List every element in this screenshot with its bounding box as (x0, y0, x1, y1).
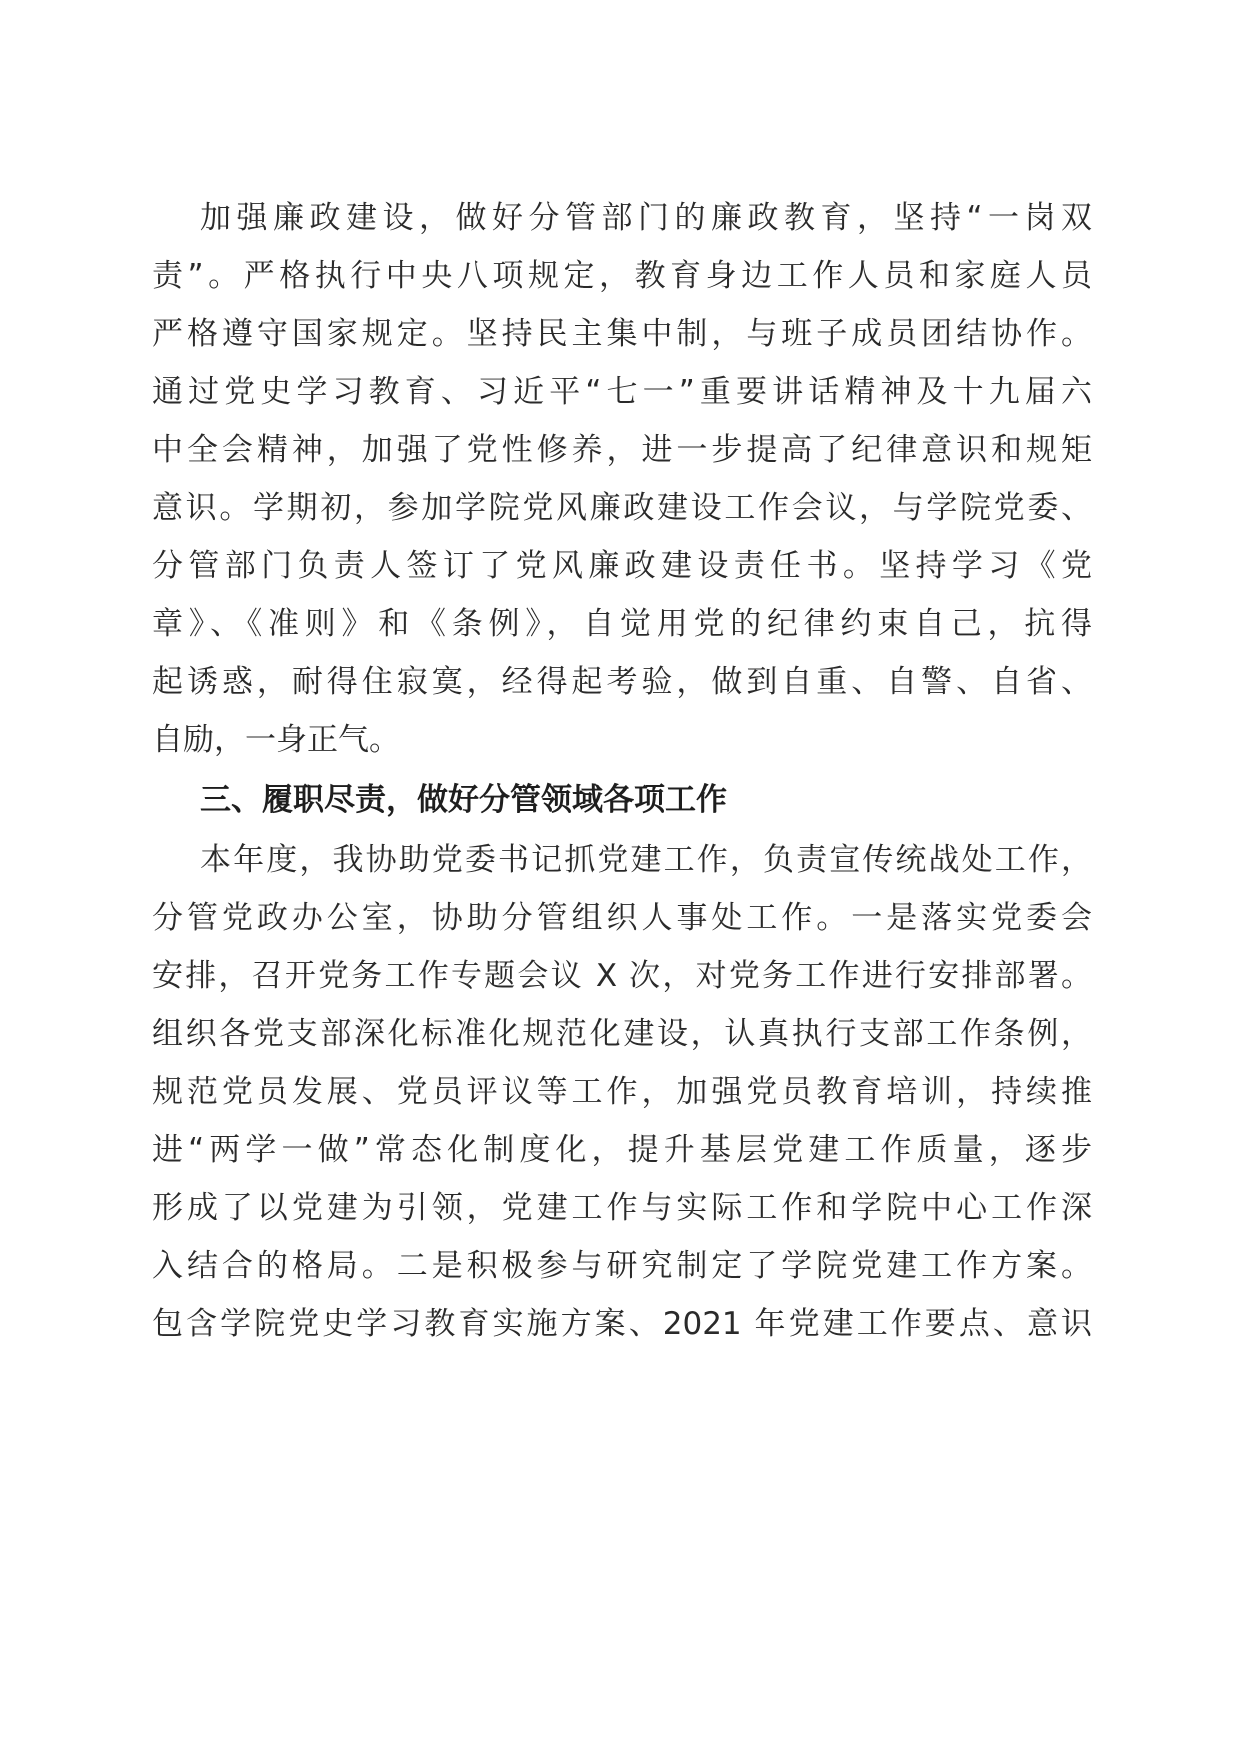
paragraph-2-line-1: 本年度，我协助党委书记抓党建工作，负责宣传统战处工作， (200, 842, 1092, 878)
paragraph-2-line-5: 规范党员发展、党员评议等工作，加强党员教育培训，持续推 (152, 1074, 1092, 1110)
paragraph-1-line-6: 意识。学期初，参加学院党风廉政建设工作会议，与学院党委、 (152, 490, 1092, 526)
section-heading: 三、履职尽责，做好分管领域各项工作 (200, 782, 727, 818)
paragraph-2-line-7: 形成了以党建为引领，党建工作与实际工作和学院中心工作深 (152, 1190, 1092, 1226)
paragraph-1-line-10: 自励，一身正气。 (152, 722, 400, 758)
paragraph-1-line-2: 责”。严格执行中央八项规定，教育身边工作人员和家庭人员 (152, 258, 1092, 294)
paragraph-1-line-8: 章》、《准则》和《条例》，自觉用党的纪律约束自己，抗得 (152, 606, 1092, 642)
paragraph-1-line-7: 分管部门负责人签订了党风廉政建设责任书。坚持学习《党 (152, 548, 1092, 584)
paragraph-1-line-1: 加强廉政建设，做好分管部门的廉政教育，坚持“一岗双 (200, 200, 1092, 236)
paragraph-1-line-5: 中全会精神，加强了党性修养，进一步提高了纪律意识和规矩 (152, 432, 1092, 468)
paragraph-1-line-3: 严格遵守国家规定。坚持民主集中制，与班子成员团结协作。 (152, 316, 1092, 352)
paragraph-2-line-8: 入结合的格局。二是积极参与研究制定了学院党建工作方案。 (152, 1248, 1092, 1284)
paragraph-2-line-2: 分管党政办公室，协助分管组织人事处工作。一是落实党委会 (152, 900, 1092, 936)
paragraph-2-line-3: 安排，召开党务工作专题会议 X 次，对党务工作进行安排部署。 (152, 958, 1092, 994)
paragraph-2-line-9: 包含学院党史学习教育实施方案、2021 年党建工作要点、意识 (152, 1306, 1092, 1342)
paragraph-2-line-6: 进“两学一做”常态化制度化，提升基层党建工作质量，逐步 (152, 1132, 1092, 1168)
paragraph-1-line-4: 通过党史学习教育、习近平“七一”重要讲话精神及十九届六 (152, 374, 1092, 410)
paragraph-1-line-9: 起诱惑，耐得住寂寞，经得起考验，做到自重、自警、自省、 (152, 664, 1092, 700)
paragraph-2-line-4: 组织各党支部深化标准化规范化建设，认真执行支部工作条例， (152, 1016, 1092, 1052)
